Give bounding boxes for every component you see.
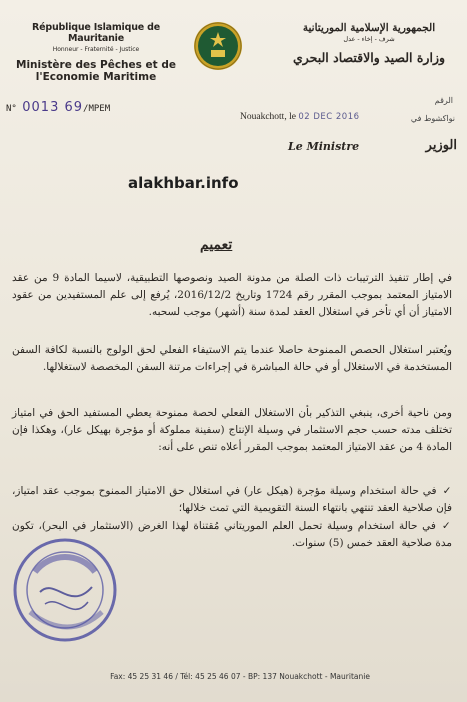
header-french <box>6 22 186 83</box>
date-label-ar: نواكشوط في <box>410 114 455 123</box>
country-name-fr: République Islamique de Mauritanie <box>32 22 160 44</box>
paragraph-2: ويُعتبر استغلال الحصص الممنوحة حاصلا عندما يتم الاستيفاء الفعلي لحق الولوج بالنسبة لكافة السفن المستخدمة في الاستغلال أو في حالة المباشرة في إجراءات مرتنة السفن المخصصة لاستغلالها. <box>12 344 452 373</box>
reference-value: 0013 69 <box>22 100 84 115</box>
reference-suffix: /MPEM <box>83 104 111 114</box>
bullet-text-2: في حالة استخدام وسيلة تحمل العلم الموريتاني مُقتناة لهذا الغرض (الاستثمار في البحر)، تكون مدة صلاحية العقد خمس (5) سنوات. <box>12 520 452 549</box>
watermark: alakhbar.info <box>128 174 239 192</box>
motto-ar: شرف - إخاء - عدل <box>343 35 395 43</box>
reference-number <box>6 100 110 115</box>
official-seal-stamp <box>10 532 120 647</box>
national-emblem-icon <box>193 19 243 74</box>
document-title: تعميم <box>200 237 233 253</box>
signatory-ar: الوزير <box>425 138 457 153</box>
checkmark-icon: ✓ <box>442 485 452 497</box>
ministry-name-fr: Ministère des Pêches et de l'Economie Maritime <box>16 59 176 83</box>
footer-contact: Fax: 45 25 31 46 / Tél: 45 25 46 07 - BP: 137 Nouakchott - Mauritanie <box>110 672 370 681</box>
date-line <box>240 112 360 122</box>
reference-prefix: N° <box>6 104 17 114</box>
date-place: Nouakchott, le <box>240 112 296 122</box>
reference-label-ar: الرقم <box>434 96 453 105</box>
bullet-item-1 <box>12 483 452 517</box>
country-name-ar: الجمهورية الإسلامية الموريتانية <box>302 22 436 34</box>
paragraph-1: في إطار تنفيذ الترتيبات ذات الصلة من مدونة الصيد ونصوصها التطبيقية، لاسيما المادة 9 من عقد الامتياز المعتمد بموجب المقرر رقم 1724 وتاريخ 2016/12/2، يُرفع إلى علم المستفيدين من عقود الامتياز أن أي تأخر في استغلال العقد لمدة سنة (أشهر) موجب لسحبه. <box>12 272 452 318</box>
checkmark-icon: ✓ <box>441 520 452 532</box>
ministry-name-ar: وزارة الصيد والاقتصاد البحري <box>292 50 446 65</box>
header-arabic <box>279 22 459 65</box>
paragraph-3: ومن ناحية أخرى، ينبغي التذكير بأن الاستغلال الفعلي لحصة ممنوحة يعطي المستفيد الحق في امتياز تختلف مدته حسب حجم الاستثمار في وسيلة الإنتاج (سفينة مملوكة أو مؤجرة بهيكل عار)، وهكذا فإن المادة 4 من عقد الامتياز المعتمد بموجب المقرر أعلاه تنص على أنه: <box>12 407 452 453</box>
signatory-fr: Le Ministre <box>288 140 360 153</box>
motto-fr: Honneur - Fraternité - Justice <box>52 46 140 53</box>
date-stamp: 02 DEC 2016 <box>298 112 360 122</box>
bullet-text-1: في حالة استخدام وسيلة مؤجرة (هيكل عار) في استغلال حق الامتياز الممنوح بموجب عقد امتياز، فإن صلاحية العقد تنتهي بانتهاء السنة التقويمية التي تمت خلالها؛ <box>12 485 452 514</box>
